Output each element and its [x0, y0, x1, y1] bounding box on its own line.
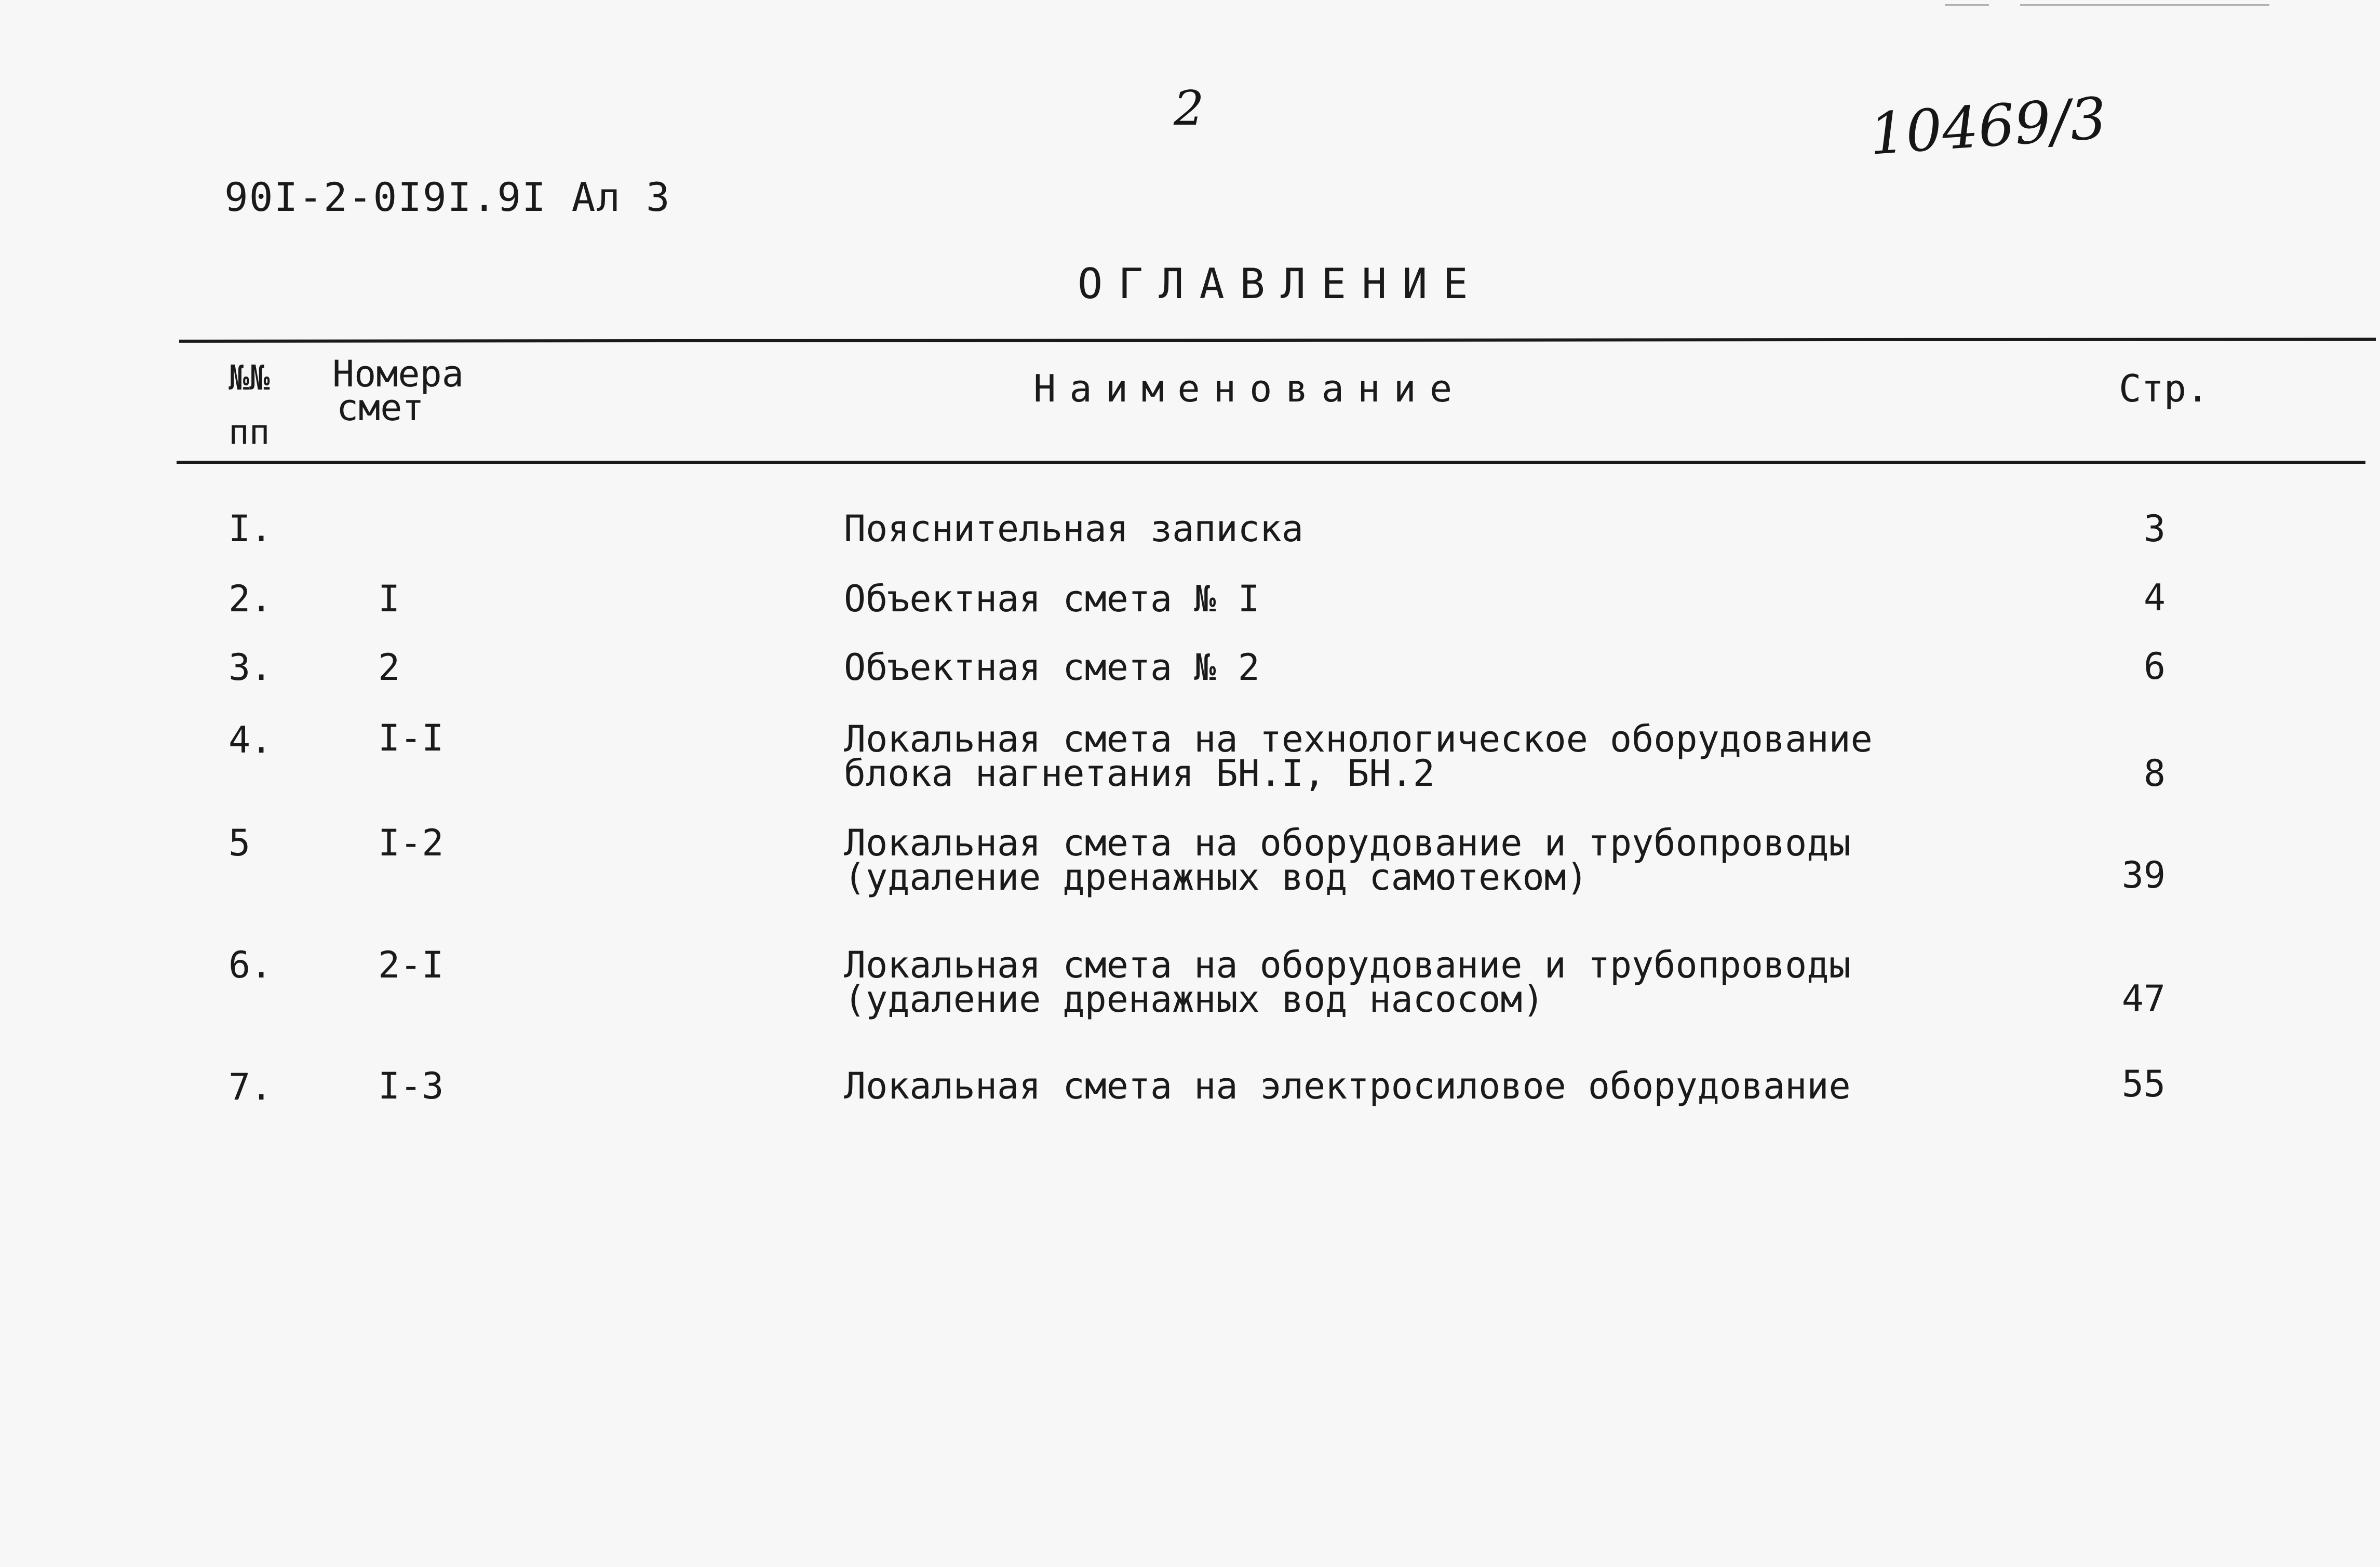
row-number: 5: [228, 822, 251, 864]
table-top-rule: [179, 338, 2376, 343]
row-number: I.: [228, 507, 273, 550]
handwritten-archive-number: 10469/3: [1867, 85, 2109, 168]
row-page: 6: [2143, 645, 2166, 688]
top-edge-mark: [2020, 4, 2269, 6]
row-estimate-number: I-I: [378, 717, 444, 759]
column-header-estimate-line2: смет: [337, 386, 424, 429]
row-page: 55: [2121, 1063, 2166, 1105]
row-page: 3: [2143, 507, 2166, 550]
row-estimate-number: 2: [378, 646, 400, 689]
row-title: Локальная смета на оборудование и трубопроводы: [844, 822, 1851, 864]
column-header-name: Наименование: [1033, 367, 1466, 410]
row-title-continuation: (удаление дренажных вод насосом): [844, 978, 1544, 1021]
row-page: 4: [2143, 577, 2166, 619]
row-title: Локальная смета на электросиловое оборудование: [844, 1065, 1851, 1107]
row-estimate-number: 2-I: [378, 944, 444, 986]
row-estimate-number: I-2: [378, 822, 444, 864]
row-number: 3.: [228, 646, 273, 689]
row-page: 8: [2143, 752, 2166, 795]
page-title: ОГЛАВЛЕНИЕ: [1078, 260, 1484, 308]
column-header-number: №№: [228, 358, 270, 398]
row-page: 39: [2121, 854, 2166, 896]
row-number: 4.: [228, 719, 273, 761]
row-title: Локальная смета на оборудование и трубопроводы: [844, 944, 1851, 986]
column-header-estimate: Номера: [332, 353, 464, 395]
row-title: Пояснительная записка: [844, 507, 1304, 550]
column-header-page: Стр.: [2119, 367, 2209, 410]
row-page: 47: [2121, 977, 2166, 1020]
row-title: Локальная смета на технологическое оборудование: [844, 718, 1873, 760]
row-number: 6.: [228, 944, 273, 986]
row-number: 7.: [228, 1066, 273, 1108]
top-edge-mark: [1945, 4, 1989, 6]
document-code: 90I-2-0I9I.9I Ал 3: [224, 174, 671, 220]
row-title: Объектная смета № I: [844, 578, 1260, 620]
row-title: Объектная смета № 2: [844, 646, 1260, 689]
column-header-number-line2: пп: [228, 412, 270, 452]
row-number: 2.: [228, 578, 273, 620]
handwritten-page-number: 2: [1174, 81, 1204, 136]
row-title-continuation: блока нагнетания БН.I, БН.2: [844, 752, 1435, 795]
table-header-rule: [177, 461, 2365, 464]
row-title-continuation: (удаление дренажных вод самотеком): [844, 856, 1588, 899]
row-estimate-number: I: [378, 578, 400, 620]
row-estimate-number: I-3: [378, 1065, 444, 1107]
